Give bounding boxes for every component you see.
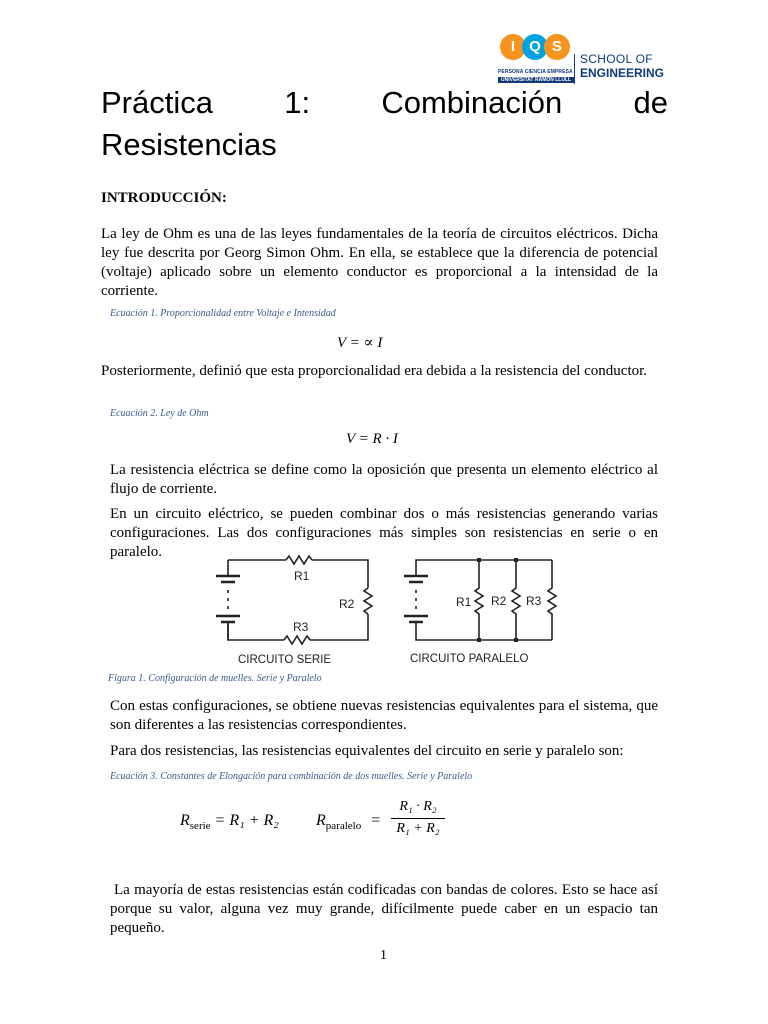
eq3-equals: = — [371, 812, 381, 829]
eq3-serie-rhs: = R₁ + R₂ — [214, 812, 279, 829]
series-label-r2: R2 — [339, 597, 355, 611]
caption-figure-1: Figura 1. Configuración de muelles. Serie y Paralelo — [108, 673, 322, 684]
eq3-fraction-bar — [391, 818, 445, 819]
series-wire — [310, 614, 368, 640]
eq3-r-paralelo: R — [316, 812, 326, 829]
series-resistor-r3 — [284, 636, 310, 644]
parallel-label-r2: R2 — [491, 594, 507, 608]
paragraph-resistance-definition: La resistencia eléctrica se define como la oposición que presenta un elemento eléctrico al flujo de corriente. — [110, 462, 658, 497]
caption-equation-2: Ecuación 2. Ley de Ohm — [110, 408, 209, 419]
eq3-paralelo-sub: paralelo — [325, 820, 362, 833]
parallel-resistor-r2 — [512, 560, 520, 640]
equation-3-paralelo — [316, 812, 380, 832]
school-logo — [496, 32, 666, 86]
series-label-r1: R1 — [294, 569, 310, 583]
title-word: de — [633, 85, 668, 120]
caption-equation-1: Ecuación 1. Proporcionalidad entre Voltaje e Intensidad — [110, 308, 336, 319]
parallel-wire — [416, 560, 552, 576]
series-wire — [312, 560, 368, 588]
junction-dot — [514, 558, 518, 562]
series-wire — [228, 624, 284, 640]
title-line2: Resistencias — [101, 127, 277, 162]
equation-2: V = R · I — [346, 431, 398, 447]
logo-university: UNIVERSITAT RAMON LLULL — [498, 77, 574, 83]
circuit-diagram — [206, 552, 562, 668]
logo-letter-s: S — [544, 34, 570, 60]
eq3-denominator: R₁ + R₂ — [396, 821, 440, 836]
title-word: 1: — [284, 85, 311, 120]
logo-divider — [574, 54, 575, 84]
title-line1 — [101, 82, 668, 124]
junction-dot — [477, 558, 481, 562]
equation-3-fraction — [391, 799, 445, 837]
logo-school-line1: SCHOOL OF — [580, 52, 653, 66]
caption-equation-3: Ecuación 3. Constantes de Elongación para combinación de dos muelles. Serie y Paralelo — [110, 771, 473, 782]
page-number: 1 — [380, 948, 387, 963]
title-word: Práctica — [101, 85, 213, 120]
junction-dot — [514, 638, 518, 642]
parallel-wire — [416, 622, 552, 640]
paragraph-two-resistances: Para dos resistencias, las resistencias equivalentes del circuito en serie y paralelo son: — [110, 743, 624, 759]
paragraph-configurations: En un circuito eléctrico, se pueden combinar dos o más resistencias generando varias configuraciones. Las dos configuraciones más simples son resistencias en serie o en paralelo. — [110, 506, 658, 560]
parallel-circuit-label: CIRCUITO PARALELO — [410, 653, 529, 665]
eq3-numerator: R₁ · R₂ — [399, 799, 437, 814]
title-word: Combinación — [381, 85, 563, 120]
equation-3-serie — [180, 812, 279, 832]
paragraph-equivalent-resistances: Con estas configuraciones, se obtiene nuevas resistencias equivalentes para el sistema, que son diferentes a las resistencias correspondientes. — [110, 698, 658, 733]
paragraph-color-bands: La mayoría de estas resistencias están codificadas con bandas de colores. Esto se hace así porque su valor, alguna vez muy grande, difícilmente puede caber en un espacio tan pequeño. — [110, 882, 658, 936]
parallel-label-r3: R3 — [526, 594, 542, 608]
series-label-r3: R3 — [293, 620, 309, 634]
junction-dot — [477, 638, 481, 642]
parallel-label-r1: R1 — [456, 595, 472, 609]
paragraph-resistance-proportionality: Posteriormente, definió que esta proporcionalidad era debida a la resistencia del conductor. — [101, 363, 648, 379]
page-title — [101, 82, 668, 166]
paragraph-ohm-law: La ley de Ohm es una de las leyes fundamentales de la teoría de circuitos eléctricos. Dicha ley fue descrita por Georg Simon Ohm. En ella, se establece que la diferencia de potencial (voltaje) aplicado sobre un elemento conductor es proporcional a la intensidad de la corriente. — [101, 226, 658, 299]
parallel-resistor-r3 — [548, 560, 556, 640]
logo-letter-q: Q — [522, 34, 548, 60]
section-heading: INTRODUCCIÓN: — [101, 190, 227, 206]
eq3-r-serie: R — [180, 812, 190, 829]
equation-1: V = ∝ I — [337, 335, 383, 351]
eq3-serie-sub: serie — [189, 820, 211, 833]
series-resistor-r1 — [286, 556, 312, 564]
series-circuit-label: CIRCUITO SERIE — [238, 654, 332, 666]
logo-letter-i: I — [500, 34, 526, 60]
series-resistor-r2 — [364, 588, 372, 614]
logo-tagline: PERSONA CIENCIA EMPRESA — [498, 69, 573, 75]
parallel-resistor-r1 — [475, 560, 483, 640]
logo-school-line2: ENGINEERING — [580, 66, 665, 80]
